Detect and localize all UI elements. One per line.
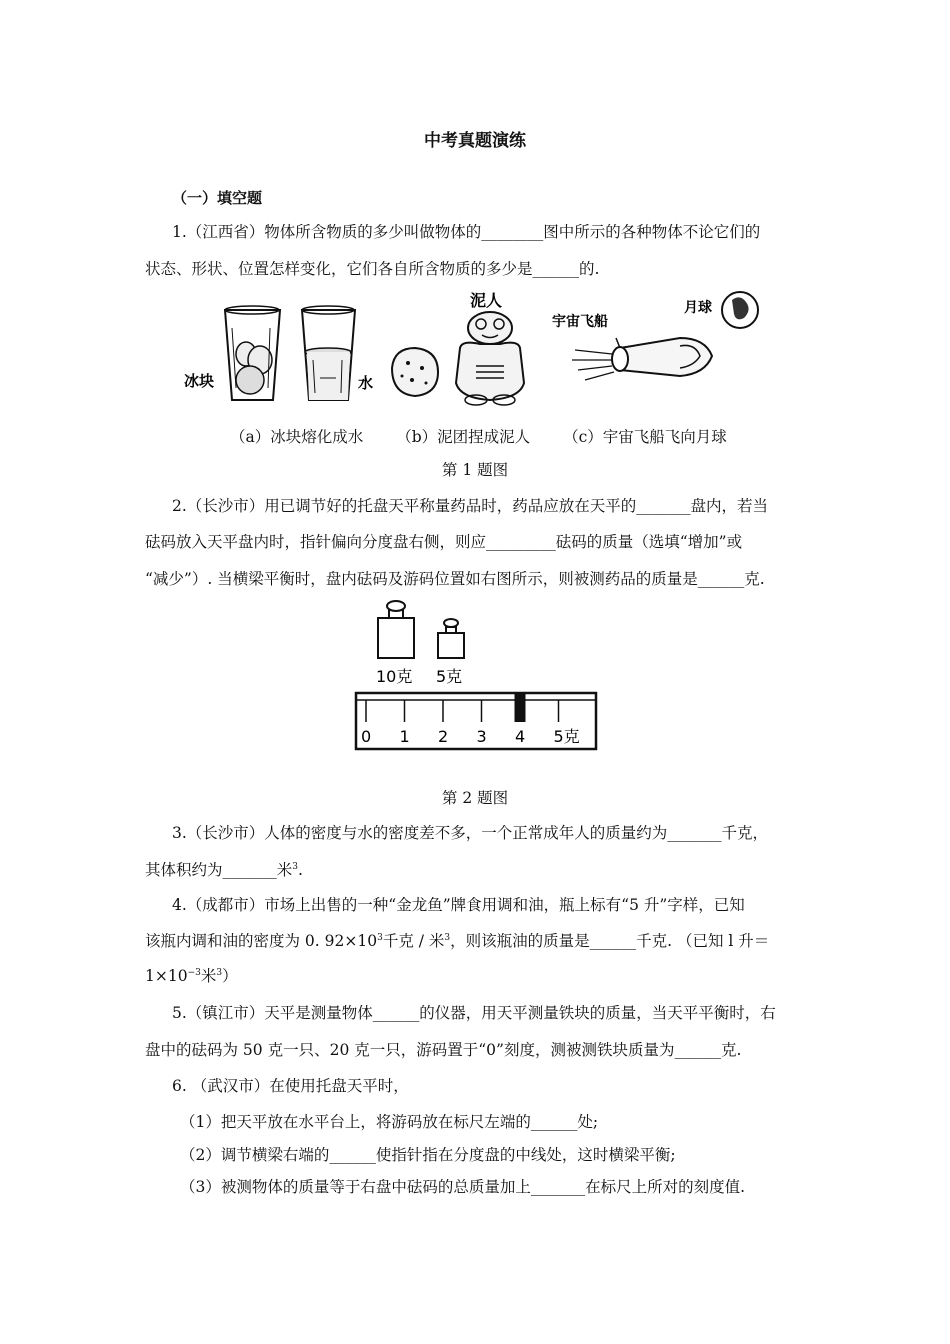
q2-figure-title: 第 2 题图 xyxy=(441,789,509,807)
q2-figure xyxy=(352,596,602,756)
moon-label: 月球 xyxy=(684,300,712,316)
q2-line3: “减少”）. 当横梁平衡时，盘内砝码及游码位置如右图所示，则被测药品的质量是______克. xyxy=(145,570,765,588)
q4-line2-b: 千克 / 米 xyxy=(382,932,445,950)
scale-label: 5克 xyxy=(553,727,580,746)
q4-line3-c: ） xyxy=(222,967,238,985)
q5-line2: 盘中的砝码为 50 克一只、20 克一只，游码置于“0”刻度，测被测铁块质量为______克. xyxy=(145,1041,742,1059)
scale-label: 1 xyxy=(399,727,410,746)
section-heading: （一）填空题 xyxy=(172,189,263,207)
moon-illustration xyxy=(722,292,758,328)
q1-figure xyxy=(180,288,780,418)
q3-line2 xyxy=(145,858,303,880)
q6-sub1: （1）把天平放在水平台上，将游码放在标尺左端的______处; xyxy=(180,1113,599,1131)
clay-ball-illustration xyxy=(392,348,438,396)
q4-line2-a: 该瓶内调和油的密度为 0. 92×10 xyxy=(145,932,378,950)
q4-line1: 4.（成都市）市场上出售的一种“金龙鱼”牌食用调和油，瓶上标有“5 升”字样，已知 xyxy=(172,896,745,914)
rider-scale xyxy=(356,693,596,749)
q1-line2: 状态、形状、位置怎样变化，它们各自所含物质的多少是______的. xyxy=(145,260,600,278)
page-title: 中考真题演练 xyxy=(424,131,526,151)
water-label: 水 xyxy=(358,374,374,392)
weight-5g xyxy=(438,619,464,658)
weight-label-10g: 10克 xyxy=(376,667,413,686)
q3-line2-text: 其体积约为_______米 xyxy=(145,861,293,879)
scale-label: 0 xyxy=(361,727,372,746)
q2-line2: 砝码放入天平盘内时，指针偏向分度盘右侧，则应_________砝码的质量（选填“增加”或 xyxy=(145,533,743,551)
q2-line1: 2.（长沙市）用已调节好的托盘天平称量药品时，药品应放在天平的_______盘内，若当 xyxy=(172,497,769,515)
q6-line1: 6. （武汉市）在使用托盘天平时， xyxy=(172,1077,409,1095)
q4-sup3: −3 xyxy=(187,967,201,978)
q3-line2-end: . xyxy=(298,861,303,879)
clay-man-label: 泥人 xyxy=(470,291,503,310)
q4-line3 xyxy=(145,964,238,986)
weight-10g xyxy=(378,601,414,658)
clay-man-illustration xyxy=(456,312,524,405)
spaceship-illustration xyxy=(572,338,712,380)
q4-line3-a: 1×10 xyxy=(145,967,188,985)
q3-line1: 3.（长沙市）人体的密度与水的密度差不多，一个正常成年人的质量约为_______千克， xyxy=(172,824,769,842)
weight-label-5g: 5克 xyxy=(436,667,463,686)
water-glass-illustration xyxy=(302,306,355,400)
q5-line1: 5.（镇江市）天平是测量物体______的仪器，用天平测量铁块的质量，当天平平衡时，右 xyxy=(172,1004,776,1022)
ice-label: 冰块 xyxy=(184,372,215,390)
q4-line3-b: 米 xyxy=(200,967,217,985)
q3-superscript: 3 xyxy=(292,861,298,872)
q1-captions xyxy=(230,425,755,447)
ice-glass-illustration xyxy=(225,306,280,400)
q1-figure-title: 第 1 题图 xyxy=(441,461,509,479)
scale-label: 4 xyxy=(515,727,526,746)
q4-sup2: 3 xyxy=(444,932,451,943)
q6-sub3: （3）被测物体的质量等于右盘中砝码的总质量加上_______在标尺上所对的刻度值. xyxy=(180,1178,746,1196)
caption-a: （a）冰块熔化成水 xyxy=(230,428,364,446)
q4-sup4: 3 xyxy=(216,967,223,978)
q1-line1: 1.（江西省）物体所含物质的多少叫做物体的________图中所示的各种物体不论它们的 xyxy=(172,223,761,241)
caption-c: （c）宇宙飞船飞向月球 xyxy=(563,428,727,446)
caption-b: （b）泥团捏成泥人 xyxy=(396,428,531,446)
q4-line2 xyxy=(145,929,769,951)
scale-label: 2 xyxy=(438,727,449,746)
q4-sup1: 3 xyxy=(377,932,383,943)
scale-label: 3 xyxy=(476,727,487,746)
q6-sub2: （2）调节横梁右端的______使指针指在分度盘的中线处，这时横梁平衡; xyxy=(180,1146,676,1164)
rider[interactable] xyxy=(515,694,526,722)
spaceship-label: 宇宙飞船 xyxy=(552,314,608,330)
q4-line2-c: ，则该瓶油的质量是______千克. （已知 l 升＝ xyxy=(450,932,770,950)
